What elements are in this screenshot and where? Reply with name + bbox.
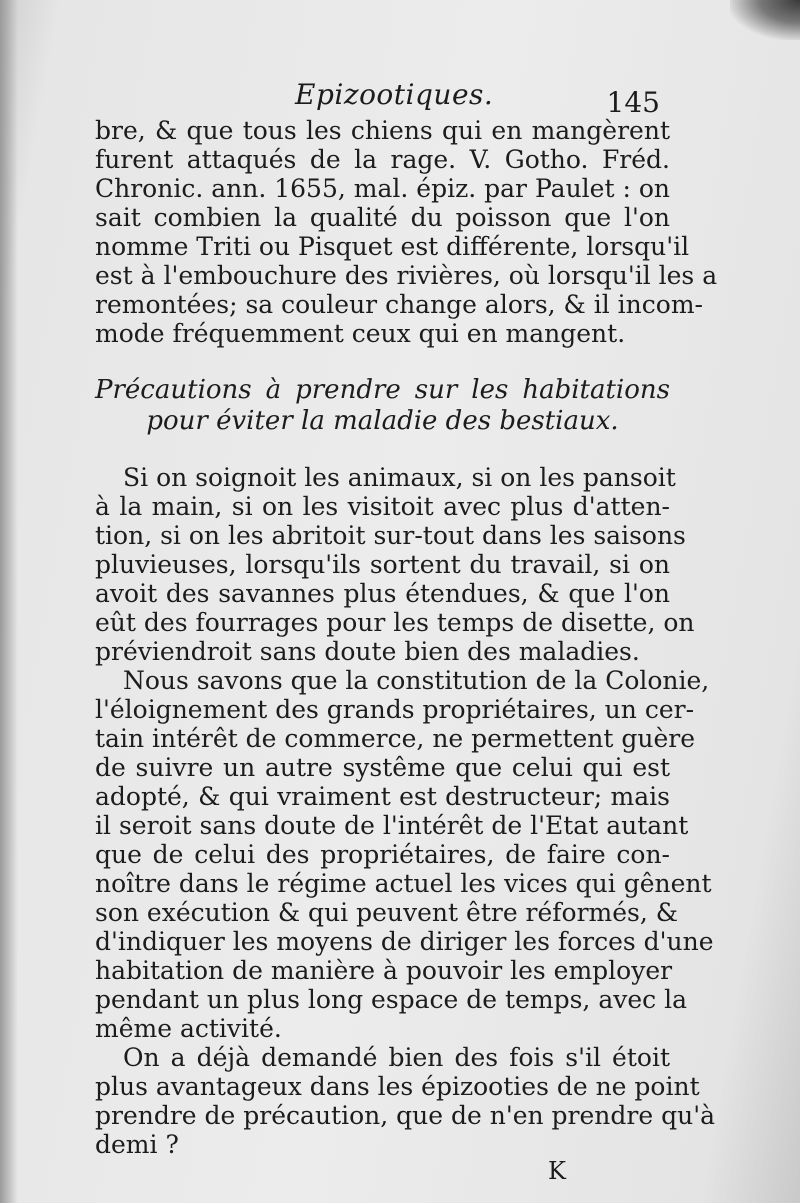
text-line: prendre de précaution, que de n'en prendre qu'à: [95, 1101, 715, 1130]
text-line: pendant un plus long espace de temps, avec la: [95, 985, 687, 1014]
text-line: plus avantageux dans les épizooties de ne point: [95, 1072, 700, 1101]
paragraph: [95, 463, 695, 666]
text-line: d'indiquer les moyens de diriger les forces d'une: [95, 927, 714, 956]
body-text: [95, 463, 715, 1159]
text-line: de suivre un autre systême que celui qui est: [95, 753, 670, 782]
text-line: pluvieuses, lorsqu'ils sortent du travail, si on: [95, 550, 670, 579]
signature-mark: K: [548, 1157, 566, 1185]
page-header: [95, 78, 670, 118]
text-line: Nous savons que la constitution de la Colonie,: [123, 666, 710, 695]
text-line: remontées; sa couleur change alors, & il incom-: [95, 290, 703, 319]
text-line: demi ?: [95, 1130, 179, 1159]
section-heading: [95, 375, 670, 437]
running-title: Epizootiques.: [295, 78, 494, 111]
text-line: Si on soignoit les animaux, si on les pansoit: [123, 463, 676, 492]
text-line: son exécution & qui peuvent être réformés, &: [95, 898, 679, 927]
continued-paragraph: [95, 116, 718, 348]
text-line: adopté, & qui vraiment est destructeur; mais: [95, 782, 670, 811]
paragraph: [95, 1043, 715, 1159]
text-line: bre, & que tous les chiens qui en mangèrent: [95, 116, 670, 145]
page-corner-shadow: [730, 0, 800, 40]
text-line: eût des fourrages pour les temps de disette, on: [95, 608, 695, 637]
text-line: tion, si on les abritoit sur-tout dans les saisons: [95, 521, 686, 550]
text-line: sait combien la qualité du poisson que l'on: [95, 203, 670, 232]
text-line: préviendroit sans doute bien des maladies.: [95, 637, 640, 666]
text-line: Chronic. ann. 1655, mal. épiz. par Paulet : on: [95, 174, 670, 203]
text-line: mode fréquemment ceux qui en mangent.: [95, 319, 626, 348]
text-line: tain intérêt de commerce, ne permettent guère: [95, 724, 696, 753]
text-line: habitation de manière à pouvoir les employer: [95, 956, 673, 985]
text-line: il seroit sans doute de l'intérêt de l'Etat autant: [95, 811, 689, 840]
text-line: à la main, si on les visitoit avec plus d'atten-: [95, 492, 670, 521]
page-number: 145: [606, 86, 660, 119]
text-line: est à l'embouchure des rivières, où lorsqu'il les a: [95, 261, 718, 290]
heading-line: Précautions à prendre sur les habitations: [95, 375, 670, 405]
text-line: furent attaqués de la rage. V. Gotho. Fréd.: [95, 145, 670, 174]
text-line: l'éloignement des grands propriétaires, un cer-: [95, 695, 695, 724]
text-line: avoit des savannes plus étendues, & que l'on: [95, 579, 670, 608]
text-line: même activité.: [95, 1014, 282, 1043]
text-line: noître dans le régime actuel les vices qui gênent: [95, 869, 712, 898]
paragraph: [95, 666, 714, 1043]
text-line: nomme Triti ou Pisquet est différente, lorsqu'il: [95, 232, 690, 261]
heading-line: pour éviter la maladie des bestiaux.: [146, 406, 619, 436]
text-line: que de celui des propriétaires, de faire con-: [95, 840, 670, 869]
text-line: On a déjà demandé bien des fois s'il étoit: [123, 1043, 670, 1072]
page-gutter-shadow: [0, 0, 18, 1203]
